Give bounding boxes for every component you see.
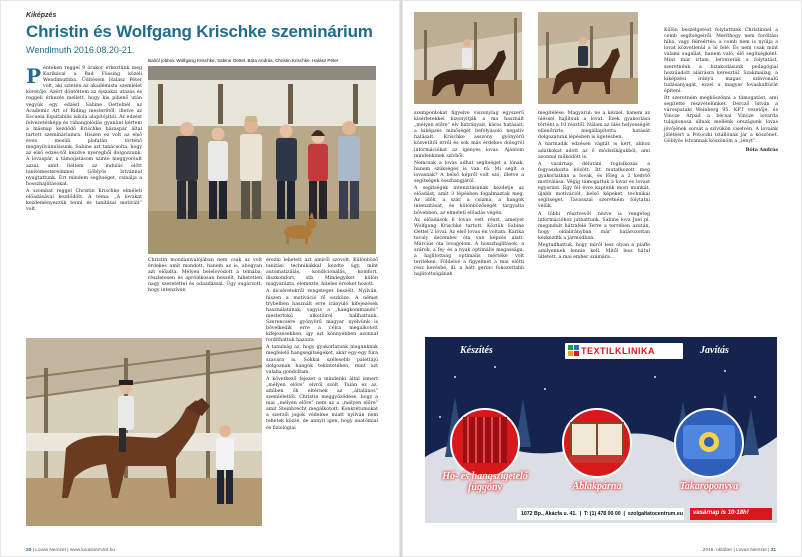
arena-photo-1 bbox=[414, 12, 522, 104]
ad-product-tarp: Takaróponyva bbox=[679, 481, 739, 492]
ad-opening-hours: vasárnap is 10-18h! bbox=[690, 508, 772, 520]
text-column-6 bbox=[664, 28, 778, 155]
paragraph: A segítségek intenzitásának kezdetje az előadást, amit 3 lépésben fogalmaztak meg. Az idők, a szár, a csizma, a hangok intenzitását, és különbözőségét tárgyalta bővebben, az elméleti előadás végén. bbox=[414, 186, 524, 216]
tarp-product-icon bbox=[675, 409, 743, 477]
ad-contact-bar: 1072 Bp., Akácfa u. 41. | T: (1) 478 00 00 | szolgaltatocentrum.eu bbox=[517, 508, 684, 520]
issue-date: 2016. október bbox=[702, 548, 733, 553]
paragraph: Megtudhattuk, hogy miről lesz olyan a piaffe amilyennek lennie kell. Mitől lesz hátul ültetett, a mai ember számára... bbox=[538, 242, 650, 261]
author-signature: Bóta András bbox=[745, 147, 778, 153]
brand-cross-icon bbox=[568, 345, 579, 356]
window-cushion-product-icon bbox=[563, 409, 631, 477]
paragraph: Nemcsak a lovas adhat segítséget a lónak, hanem szükséges is van rá. Mi segít a lovasnak? A belső képről volt szó, illetve a segítségek összhangjáról. bbox=[414, 160, 524, 185]
paragraph: A többi résztvevőt nézve is rengeteg információhoz juthattunk. Sabine lova Juel pl. megindult hátrafelé Terre a terrében azután, hogy oldalirányban már határozottan kézkezdtk a jármódban. bbox=[538, 211, 650, 241]
text-column-5 bbox=[538, 111, 650, 262]
arena-photo-2 bbox=[538, 12, 638, 104]
paragraph: A harmadik edzésen vágtát is kért, ahhoz adatkokat adott az ő módszikájukból, ami azonnal működött is. bbox=[538, 142, 650, 160]
article-subtitle: Wendlmuth 2016.08.20-21. bbox=[26, 45, 135, 55]
paragraph: A tanulság az, hogy gyakorlatunk magunknak megfelelő hangsegítségeket, akár egy-egy fúra szavára is. Sokkal szélesebb palettájú dolgoznak hangok tekintetében, mint azt valaha gondoltam. bbox=[266, 345, 378, 375]
left-page bbox=[0, 0, 400, 557]
paragraph: Pénteken reggel 9 órakor érkeztünk meg Karikával a Bad Füssing közeli Wendlmuthba. Üdítésem Halász Péter volt, aki szintén az akadémista szemlélet követője. Azért döntöttem az éjszakai utazás és reggeli érkezés mellett, hogy kis pihenő után vegyük egy edzést Sabine Oettelnél az Academic Art of Riding mesterétől, illetve az Escuela Equitabilis iskola alapítójától. Az edzést felvezetésképp és ráhangolódás gyanánt kértem a másnap kezdődő Krischke házaspár által tartott szemináriumra. Hiszen ez volt az első éven mesüli plafatán történő megnyilvánulásunk. Sabine azt tanácsolta, hogy az első edzés-től kezdve nyeregből dolgozzunk. A lovaspár, a támogatásom szinte meggyorsult azzal, amit ítéltem az indulás előtt tanítómestereimmel Göblyös Istvánnal nyugtattunk. Ért mindem segítséget, csinálja a hosszhajlításokat. bbox=[26, 64, 142, 187]
footer-left: 20 | Lovas Nemzet | www.lovasnemzet.hu bbox=[26, 548, 115, 553]
ad-address: 1072 Bp., Akácfa u. 41. bbox=[521, 511, 577, 517]
paragraph: Itt szeretném megköszönni a támogatást, ami segítette részvételünket. Dercző István a várospataki Weinberg 95. KFT vezetője, és Vincze Árpád a bécsai Vincze lovarda tulajdonosa állnak mellénk országunk lovas jövőjének sorsát a szívükön viselvén. A lovaink jólétéért a Potoczki istállónak jár a köszönet. Göblyös Istvánnak köszönöm a „lényt”. bbox=[664, 96, 778, 144]
ad-label-making: Készítés bbox=[460, 345, 493, 356]
ad-phone: T: (1) 478 00 00 bbox=[583, 511, 621, 517]
magazine-name: Lovas Nemzet bbox=[35, 548, 66, 553]
footer-right: 2016. október | Lovas Nemzet | 21 bbox=[702, 548, 776, 553]
magazine-name: Lovas Nemzet bbox=[736, 548, 767, 553]
group-photo bbox=[148, 66, 376, 254]
text-column-1 bbox=[26, 66, 142, 214]
magazine-web: www.lovasnemzet.hu bbox=[69, 548, 115, 553]
paragraph: megítélése. Magyarul: ne a kézzel, hanem az üléssel hajlítsuk a lovat. Ezek gyakorlása történt a 10 résztől. Nálam az ülés helyességét ellenőrizte, megállapította hatását dolgozatunk lépésben is ügetésben. bbox=[538, 111, 650, 141]
riding-photo bbox=[26, 338, 262, 526]
section-kicker: Kiképzés bbox=[26, 12, 57, 19]
text-column-4 bbox=[414, 111, 524, 280]
paragraph: A szombat reggel Christin Krischke elméleti előadásával kezdődött. A téma: „A lovakat kezdeményezzük tenni és tanításai motivált” volt. bbox=[26, 188, 142, 213]
paragraph: Az előadások 6 lovas vett részt, amelyet Wolfgang Krischke tartott. Köztük Sabine Oettel 2 lóval. Az első lovas én voltam. Karika tavaly december óta van képzés alatt. Március óta lovagolom. A hosszhajlítások, a szárok, a fej- és a nyak optimális magassága, a hajlítottság optimális mértéke volt terítéken. Földelve a figyelmet a mai előtti rész kevésbé, ill. a hátt gerinc fokozottabb hajlítottságának bbox=[414, 217, 524, 278]
paragraph: Christin mondanivalójában nem csak az volt érdekes amit mondott, hanem az is, ahogyan azt előadta. Mélyen belelovódott a témába, részletesen és aprólékosan beszélt, hihetetlen nagy szeretettel és odaadással. Úgy sugárzott, hogy intenzíven bbox=[148, 258, 262, 294]
ad-product-cushion: Ablakpárna bbox=[572, 481, 622, 492]
paragraph: A következő fejezet a mindenki által ismert „mélyen előre” elvről szólt. Talán ez az, amiben ők eltérnek az „általános” szemlélettől. Christin meggyőződése, hogy a mai „mélyen előre” nem az a „mélyen előre” amit Steinbrecht megálkotott. Konkrétumokat a szerzői jogok védelme miatt nyilván nem tehetek közzé, de annyit igen, hogy anatómiai és fiziológiai bbox=[266, 376, 378, 431]
ad-website[interactable]: szolgaltatocentrum.eu bbox=[627, 511, 683, 517]
curtain-product-icon bbox=[451, 409, 519, 477]
page-number: 20 bbox=[26, 548, 32, 553]
page-number: 21 bbox=[770, 548, 776, 553]
article-title: Christin és Wolfgang Krischke szeminárium bbox=[26, 22, 373, 41]
ad-product-curtain: Hő- és hangszigetelő függöny bbox=[442, 471, 528, 493]
text-column-3 bbox=[266, 258, 378, 433]
photo-caption: Balról jobbra: Wolfgang Krischke, Sabine Oettel, Bóta András, Christin Krischke, Halász Péter bbox=[148, 58, 339, 63]
textilklinika-advertisement[interactable] bbox=[425, 337, 777, 523]
paragraph: szempontokat figyelve viszonylag egyszerű kísérletekkel bizonyítják a ma használt „mélyen előre” elv hátrányait, káros hatásait, a kiképzés minőségét befolyásoló negatív hatásait. Krischke asszony gyönyörű közvetítői erről és sok más érdekes dologról információkat az igényes lovas. Ajánlom mindenkinek szívből. bbox=[414, 111, 524, 159]
text-column-2 bbox=[148, 258, 262, 296]
paragraph: érezni lehetett azt amiről szóvolt. Különböző tanítási technikákkal kezdte úgy, mint automatizálás, kondicionálás, komfort, diszkomfort, stb. Mindegyiket külön magyarázta, elemezte, hiteles érveket hozott. bbox=[266, 258, 378, 288]
ad-label-repair: Javítás bbox=[700, 345, 729, 356]
paragraph: A dicséretekről rengeteget beszélt. Nyilván, hiszen a motiváció fő eszköze. A német trybelben használt erre irányuló kifejezések használatának, vagyis a „hangkommandó” mesterfokú alkotóiról hallhattunk. Szerencsére gyönyörű magyar nyelvünk is bővelkedik erre a célra megalkotott kifejezésekben, így ezt könnyebben azonnal fordíthattuk hazaira. bbox=[266, 289, 378, 344]
ad-snowy-background bbox=[425, 337, 777, 523]
paragraph: A vasárnap délutáni foglalkozás a fogyaszkozta között. Itt mutatkozott meg gyakorlatban a lovak, és főleg a 2 kedvtő motiválása. Végig támogattuk a lovat és lovast egyaránt. Egy fél évre kaptunk most munkát, újabb motivációt, belső képeket, technikai segítséget. Tavasszal szeretném folytatni velük. bbox=[538, 161, 650, 210]
ad-brand-name: TEXTILKLINIKA bbox=[581, 346, 655, 356]
paragraph: Külön beszélgetést folytattunk Christinnel a comb segítségeiről. Meríthogy nem fordítási hiba, vagy félreértés: a comb nem is nyúlja a lovat közvetlenül a ló felé. És nem csak mint valami sugallat, hanem való, élő segítségként. Mint már írtam, lerrezetük a folytatást, szeretnénk a bizakodásunk pedagógiai hozzáadott aláírásra keresztül. Szakmailag, a kiképzési irányú magas színvonalú tudásanyagát, ezzel a magyar lovaskultúrát építeni. bbox=[664, 28, 778, 94]
ad-brand-logo bbox=[565, 343, 683, 359]
